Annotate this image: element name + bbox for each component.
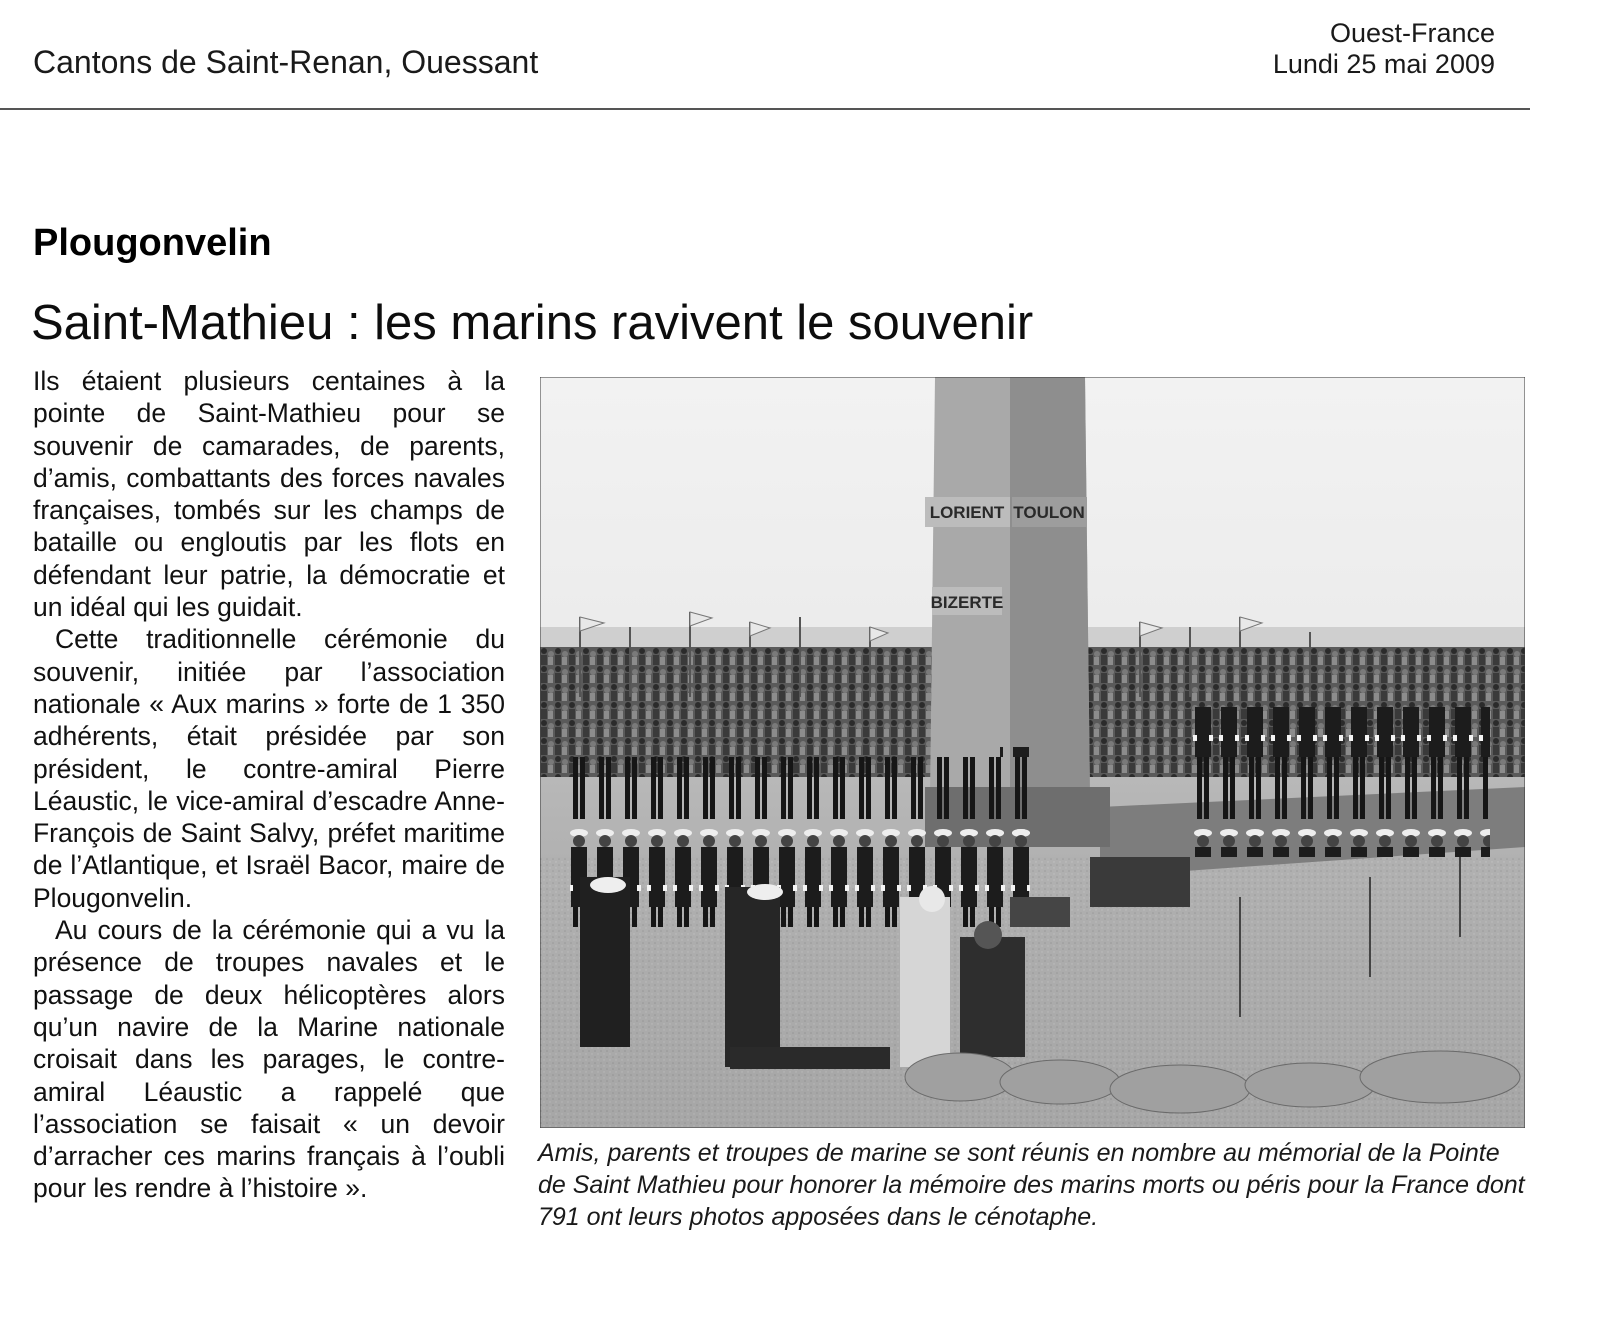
inscription-bizerte: BIZERTE bbox=[930, 593, 1004, 612]
page-section-header: Cantons de Saint-Renan, Ouessant bbox=[33, 44, 539, 80]
inscription-toulon: TOULON bbox=[1013, 503, 1085, 522]
article-headline: Saint-Mathieu : les marins ravivent le souvenir bbox=[31, 296, 1034, 350]
publication-date: Lundi 25 mai 2009 bbox=[1272, 49, 1495, 79]
paragraph-3: Au cours de la cérémonie qui a vu la présence de troupes navales et le passage de deux hélicoptères alors qu’un navire de la Marine nationale croisait dans les parages, le contre-amiral Léaustic a rappelé que l’association se faisait « un devoir d’arracher ces marins français à l’oubli pour les rendre à l’histoire ». bbox=[33, 915, 505, 1204]
masthead bbox=[1273, 18, 1495, 80]
header-divider bbox=[0, 108, 1530, 110]
article-body bbox=[33, 365, 505, 1205]
photo-caption: Amis, parents et troupes de marine se sont réunis en nombre au mémorial de la Pointe de Saint Mathieu pour honorer la mémoire des marins morts ou péris pour la France dont 791 ont leurs photos apposées dans le cénotaphe. bbox=[538, 1139, 1525, 1231]
memorial-ceremony-photo bbox=[540, 377, 1525, 1128]
article-location: Plougonvelin bbox=[33, 222, 272, 264]
paragraph-2: Cette traditionnelle cérémonie du souvenir, initiée par l’association nationale « Aux marins » forte de 1 350 adhérents, était présidée par son président, le contre-amiral Pierre Léaustic, le vice-amiral d’escadre Anne-François de Saint Salvy, préfet maritime de l’Atlantique, et Israël Bacor, maire de Plougonvelin. bbox=[33, 624, 505, 913]
newspaper-name: Ouest-France bbox=[1329, 18, 1495, 48]
paragraph-1: Ils étaient plusieurs centaines à la pointe de Saint-Mathieu pour se souvenir de camarades, de parents, d’amis, combattants des forces navales françaises, tombés sur les champs de bataille ou engloutis par les flots en défendant leur patrie, la démocratie et un idéal qui les guidait. bbox=[33, 366, 505, 623]
inscription-lorient: LORIENT bbox=[929, 503, 1005, 522]
